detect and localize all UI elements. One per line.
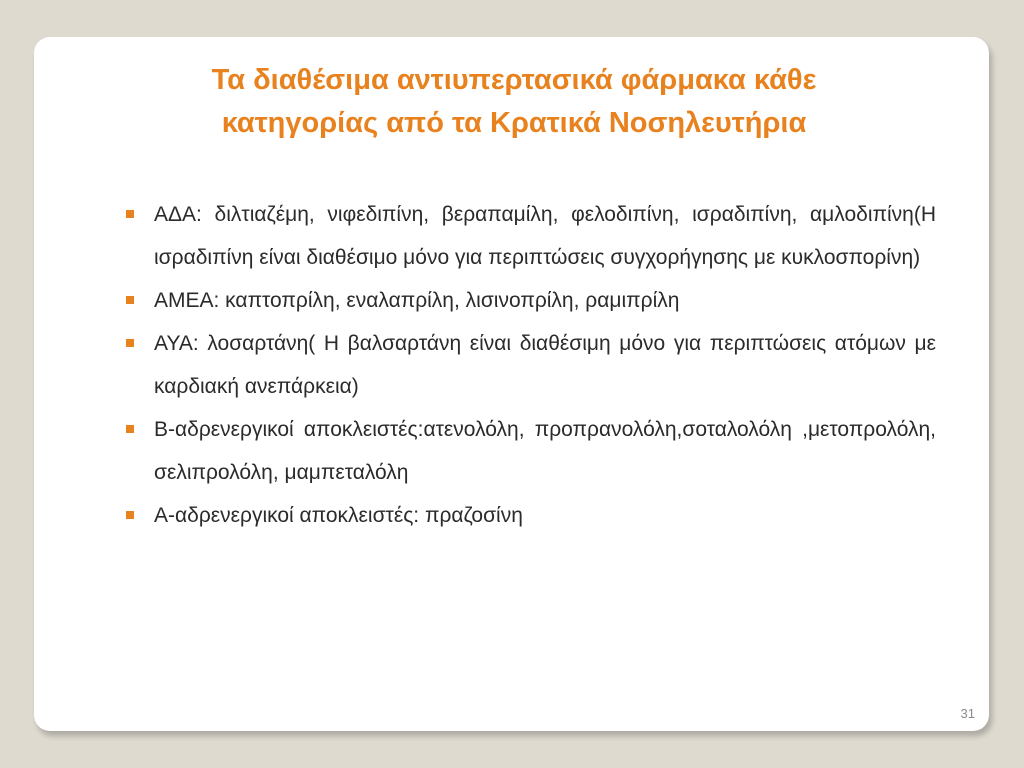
- square-bullet-icon: [126, 339, 134, 347]
- list-item-text: ΑΜΕΑ: καπτοπρίλη, εναλαπρίλη, λισινοπρίλη, ραμιπρίλη: [154, 289, 680, 312]
- list-item-text: ΑΔΑ: διλτιαζέμη, νιφεδιπίνη, βεραπαμίλη, φελοδιπίνη, ισραδιπίνη, αμλοδιπίνη(Η ισραδιπίνη είναι διαθέσιμο μόνο για περιπτώσεις συγχορήγησης με κυκλοσπορίνη): [154, 203, 936, 269]
- square-bullet-icon: [126, 210, 134, 218]
- square-bullet-icon: [126, 296, 134, 304]
- slide-title-line-2: κατηγορίας από τα Κρατικά Νοσηλευτήρια: [221, 107, 807, 139]
- list-item-text: ΑΥΑ: λοσαρτάνη( Η βαλσαρτάνη είναι διαθέσιμη μόνο για περιπτώσεις ατόμων με καρδιακή ανεπάρκεια): [154, 332, 936, 398]
- list-item-beta-blockers: [126, 408, 936, 494]
- list-item-text: Β-αδρενεργικοί αποκλειστές:ατενολόλη, προπρανολόλη,σοταλολόλη ,μετοπρολόλη, σελιπρολόλη, μαμπεταλόλη: [154, 418, 936, 484]
- slide-card: [34, 37, 989, 731]
- square-bullet-icon: [126, 511, 134, 519]
- list-item-amea: [126, 279, 936, 322]
- list-item-ada: [126, 193, 936, 279]
- slide-title-line-1: Τα διαθέσιμα αντιυπερτασικά φάρμακα κάθε: [211, 64, 817, 96]
- list-item-text: Α-αδρενεργικοί αποκλειστές: πραζοσίνη: [154, 504, 523, 527]
- page-number: 31: [960, 706, 975, 721]
- list-item-alpha-blockers: [126, 494, 936, 537]
- slide-title: [134, 59, 894, 145]
- list-item-aya: [126, 322, 936, 408]
- bullet-list: [126, 193, 936, 537]
- square-bullet-icon: [126, 425, 134, 433]
